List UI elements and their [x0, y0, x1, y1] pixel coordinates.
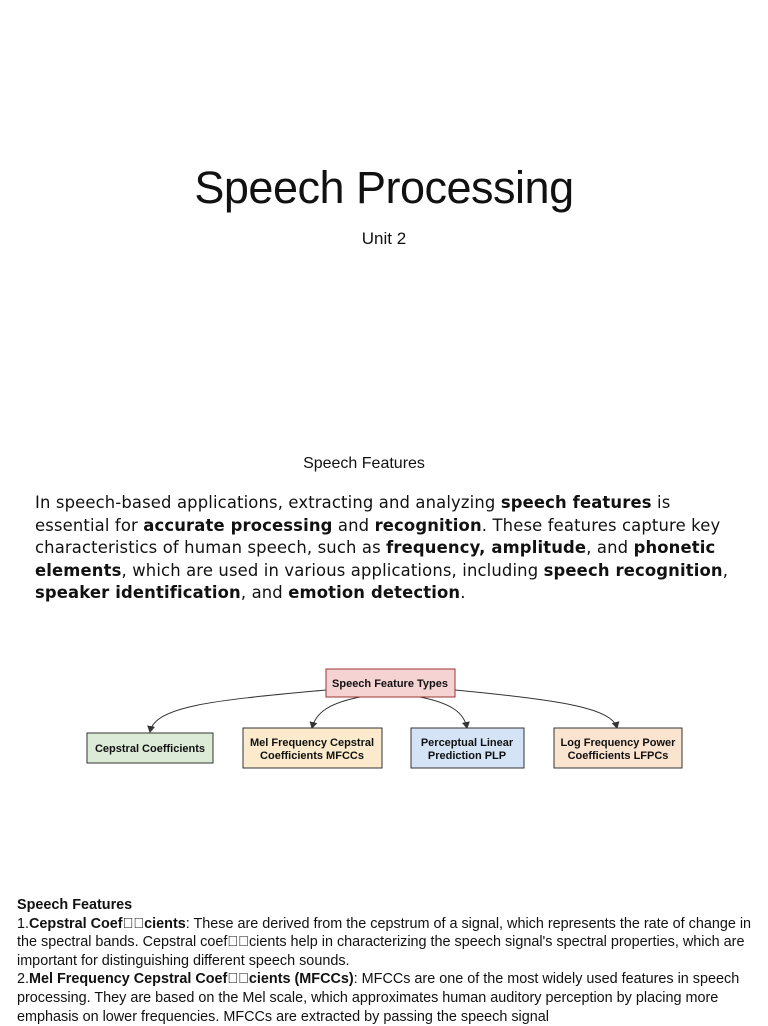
node-label-plp-line2: Prediction PLP: [427, 750, 507, 762]
diagram-root-node: [326, 669, 455, 697]
connector-lfpc: [455, 690, 617, 728]
item-number: 2.: [17, 971, 30, 988]
features-body-text: [17, 896, 755, 1026]
diagram-node-cepstral: [87, 733, 213, 763]
diagram-node-plp: [411, 728, 524, 768]
node-label-cepstral: Cepstral Coefficients: [94, 743, 206, 755]
node-label-plp-line1: Perceptual Linear: [420, 737, 514, 749]
node-label-mfcc-line2: Coefficients MFCCs: [260, 750, 364, 762]
connector-mfcc: [312, 697, 360, 728]
node-label-lfpc-line2: Coefficients LFPCs: [567, 750, 669, 762]
connector-cepstral: [150, 690, 326, 732]
node-label-mfcc-line1: Mel Frequency Cepstral: [249, 737, 375, 749]
item-term-cepstral: Cepstral Coef  cients: [29, 915, 186, 932]
diagram-node-lfpc: [554, 728, 682, 768]
node-label-lfpc-line1: Log Frequency Power: [560, 737, 676, 749]
item-text-cepstral: : These are derived from the cepstrum of a signal, which represents the rate of change in the spectral bands. Cepstral coef  cients help in characterizing the speech signal's spectral properties, which are important for distinguishing different speech sounds.: [17, 915, 752, 969]
page-title: Speech Processing: [194, 162, 574, 213]
section-heading: Speech Features: [303, 455, 425, 472]
connector-plp: [420, 697, 467, 728]
body-heading: Speech Features: [17, 897, 133, 913]
root-node-label: Speech Feature Types: [332, 678, 448, 690]
item-number: 1.: [17, 915, 30, 932]
item-term-mfcc: Mel Frequency Cepstral Coef  cients (MFCCs): [29, 971, 354, 988]
speech-feature-diagram: [0, 660, 768, 780]
page-subtitle: Unit 2: [361, 229, 407, 248]
item-text-mfcc: : MFCCs are one of the most widely used features in speech processing. They are based on the Mel scale, which approximates human auditory perception by placing more emphasis on lower frequencies. MFCCs are extracted by passing the speech signal: [17, 971, 740, 1025]
intro-paragraph: In speech-based applications, extracting and analyzing speech features is essential for accurate processing and recognition. These features capture key characteristics of human speech, such as frequency, amplitude, and phonetic elements, which are used in various applications, including speech recognition, speaker identification, and emotion detection.: [35, 493, 729, 603]
diagram-node-mfcc: [243, 728, 382, 768]
